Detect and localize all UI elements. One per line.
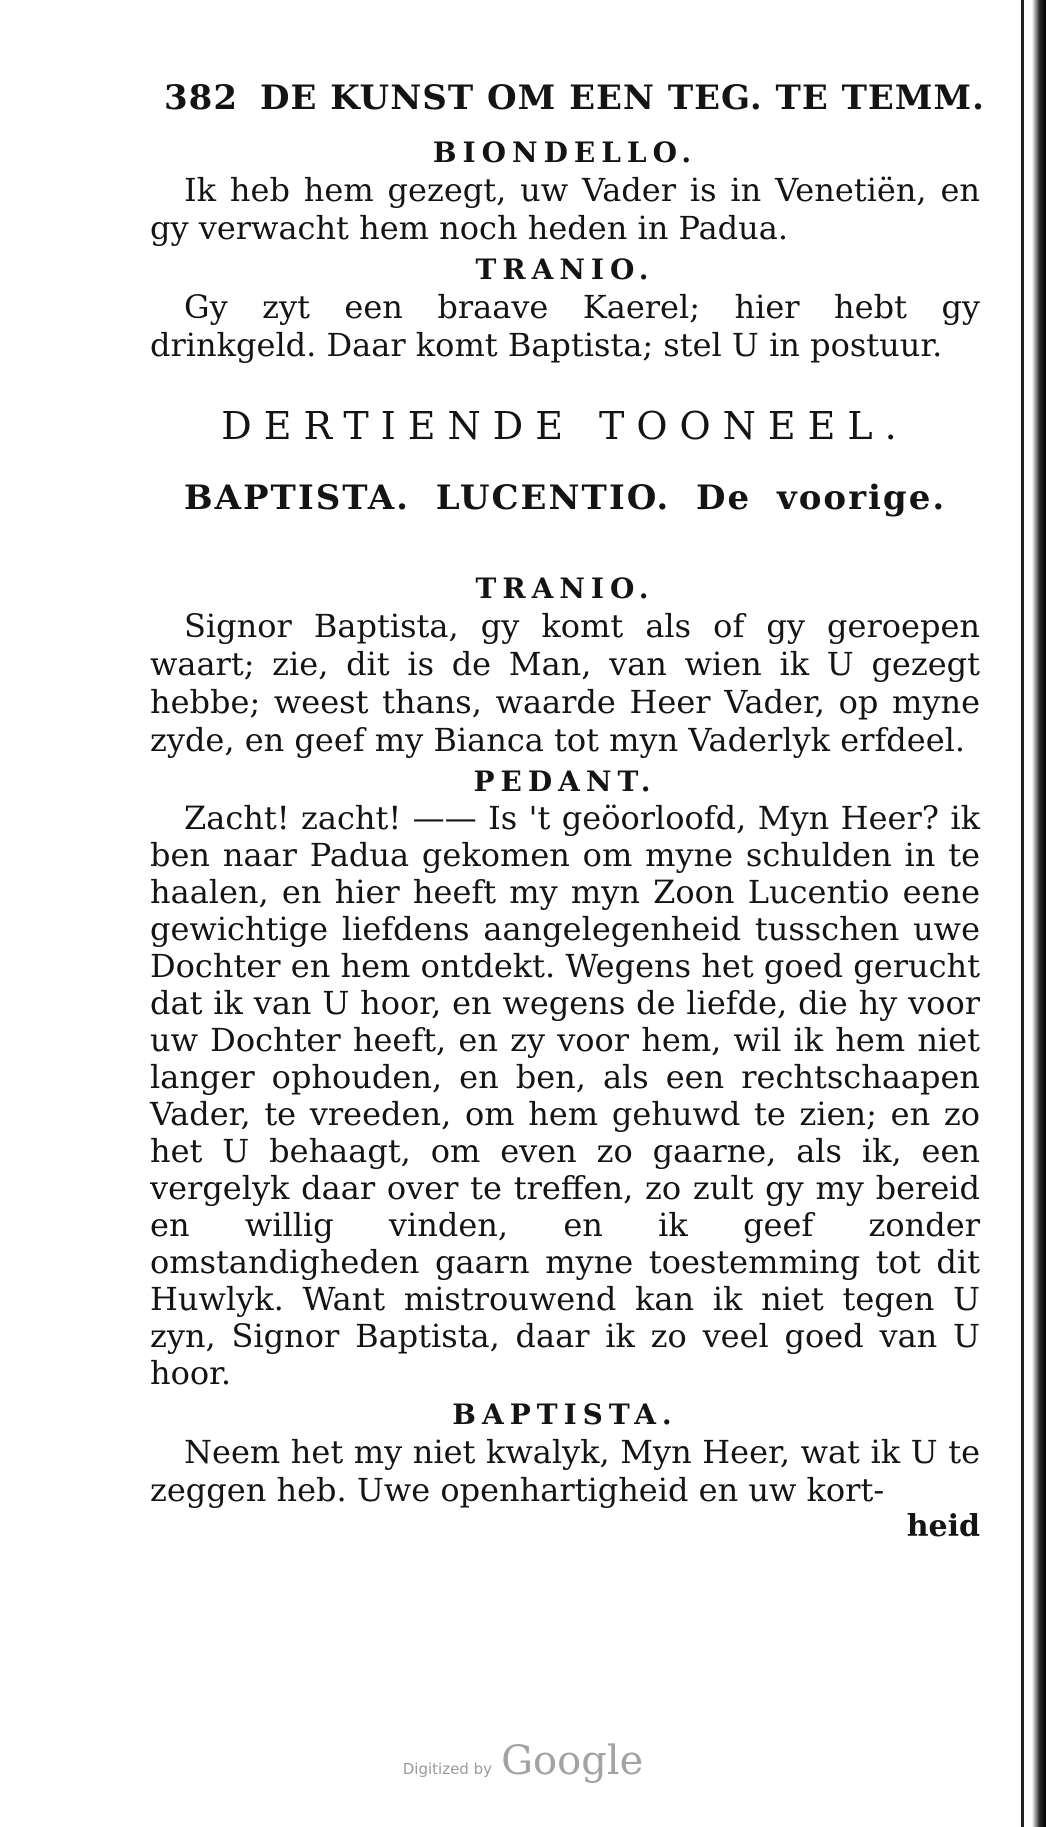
speaker-heading: TRANIO. — [475, 572, 655, 605]
page-edge-line — [1021, 0, 1024, 1827]
speaker-heading: TRANIO. — [475, 253, 655, 286]
speaker-heading: PEDANT. — [473, 765, 657, 798]
speaker-heading: BIONDELLO. — [432, 136, 698, 169]
speaker-heading: BAPTISTA. — [452, 1398, 678, 1431]
speech-paragraph: Gy zyt een braave Kaerel; hier hebt gy drinkgeld. Daar komt Baptista; stel U in postuur. — [150, 288, 980, 364]
book-spine-shadow — [1032, 0, 1046, 1827]
catchword: heid — [906, 1509, 980, 1544]
page-content — [150, 78, 985, 1544]
running-head — [164, 78, 985, 118]
digitized-by-label: Digitized by — [402, 1760, 492, 1778]
scene-title: DERTIENDE TOONEEL. — [221, 404, 909, 448]
speech-paragraph: Ik heb hem gezegt, uw Vader is in Venetiën, en gy verwacht hem noch heden in Padua. — [150, 171, 980, 247]
scene-personae: BAPTISTA. LUCENTIO. De voorige. — [183, 478, 947, 518]
google-logo: Google — [501, 1738, 644, 1784]
speech-paragraph: Neem het my niet kwalyk, Myn Heer, wat ik U te zeggen heb. Uwe openhartigheid en uw kort- — [150, 1433, 980, 1509]
speech-paragraph: Signor Baptista, gy komt als of gy geroepen waart; zie, dit is de Man, van wien ik U gezegt hebbe; weest thans, waarde Heer Vader, op myne zyde, en geef my Bianca tot myn Vaderlyk erfdeel. — [150, 607, 980, 759]
running-title: DE KUNST OM EEN TEG. TE TEMM. — [259, 78, 985, 118]
digitized-footer — [0, 1738, 1046, 1784]
page-number: 382 — [164, 78, 238, 118]
speech-paragraph: Zacht! zacht! —— Is 't geöorloofd, Myn Heer? ik ben naar Padua gekomen om myne schulden in te haalen, en hier heeft my myn Zoon Lucentio eene gewichtige liefdens aangelegenheid tusschen uwe Dochter en hem ontdekt. Wegens het goed gerucht dat ik van U hoor, en wegens de liefde, die hy voor uw Dochter heeft, en zy voor hem, wil ik hem niet langer ophouden, en ben, als een rechtschaapen Vader, te vreeden, om hem gehuwd te zien; en zo het U behaagt, om even zo gaarne, als ik, een vergelyk daar over te treffen, zo zult gy my bereid en willig vinden, en ik geef zonder omstandigheden gaarn myne toestemming tot dit Huwlyk. Want mistrouwend kan ik niet tegen U zyn, Signor Baptista, daar ik zo veel goed van U hoor. — [150, 799, 980, 1392]
